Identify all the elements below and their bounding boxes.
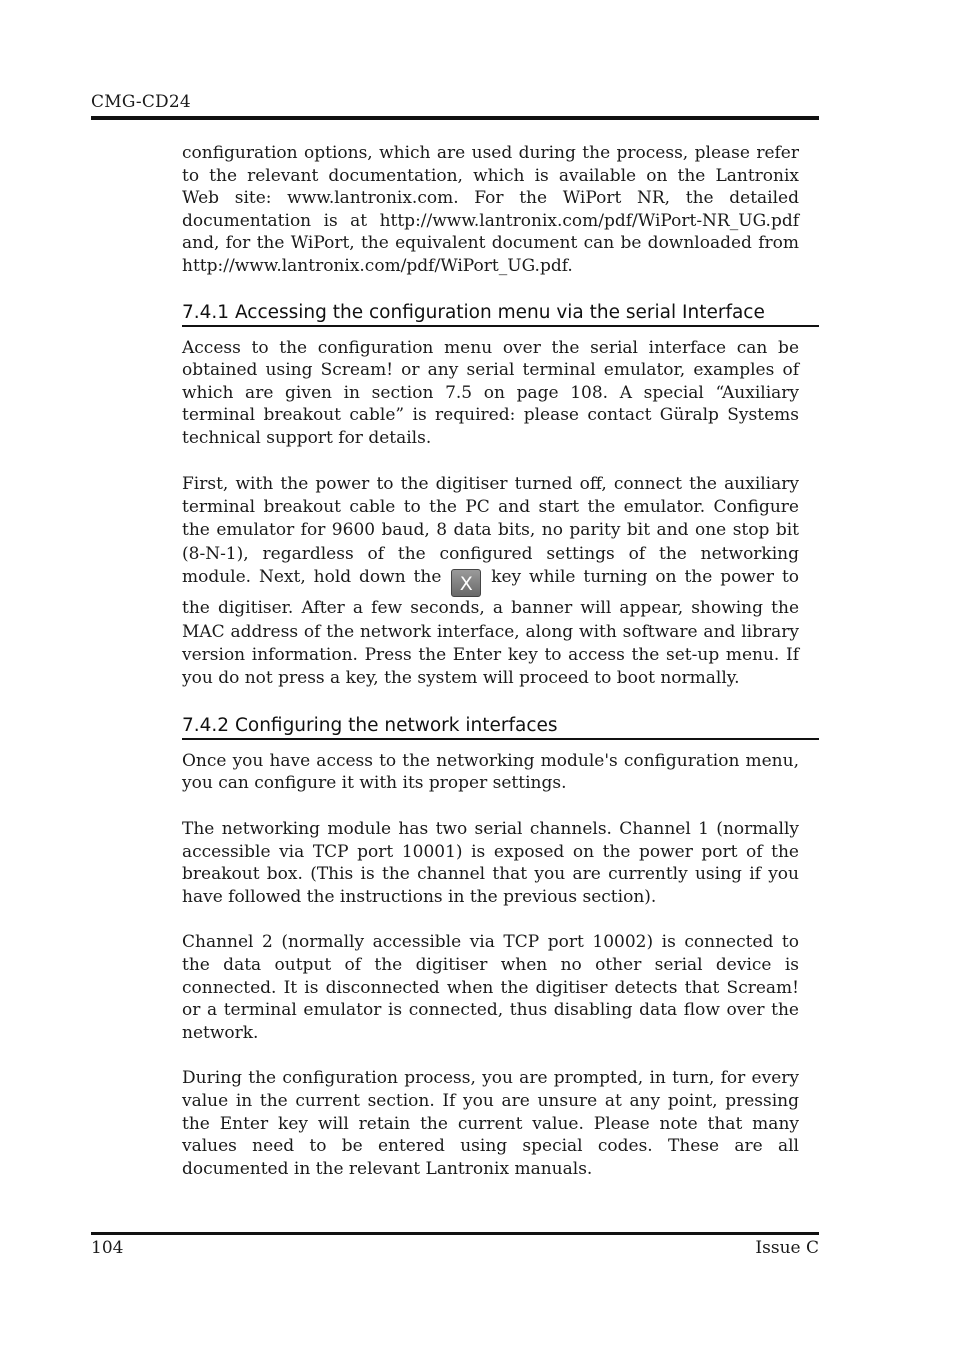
section-heading-7-4-2: 7.4.2 Configuring the network interfaces: [182, 715, 819, 740]
section1-paragraph-2-end: key while turning on the power to the digitiser. After a few seconds, a banner will appear, showing the MAC address of the network interface, along with software and library version information. Press the Enter key to access the set-up menu. If you do not press a key, the system will proceed to boot normally.: [182, 567, 800, 689]
page-number: 104: [91, 1238, 124, 1258]
section2-paragraph-4: During the configuration process, you are prompted, in turn, for every value in the current section. If you are unsure at any point, pressing the Enter key will retain the current value. Please note that many values need to be entered using special codes. These are all documented in the relevant Lantronix manuals.: [182, 1068, 799, 1179]
header-rule: [91, 116, 819, 120]
section2-paragraph-3: Channel 2 (normally accessible via TCP port 10002) is connected to the data output of the digitiser when no other serial device is connected. It is disconnected when the digitiser detects that Scream! or a terminal emulator is connected, thus disabling data flow over the network.: [182, 932, 799, 1043]
section1-paragraph-2: [182, 473, 799, 691]
intro-paragraph: configuration options, which are used during the process, please refer to the relevant documentation, which is available on the Lantronix Web site: www.lantronix.com. For the WiPort NR, the detailed documentation is at http://www.lantronix.com/pdf/WiPort-NR_UG.pdf and, for the WiPort, the equivalent document can be downloaded from http://www.lantronix.com/pdf/WiPort_UG.pdf.: [182, 143, 799, 276]
issue-label: Issue C: [755, 1238, 819, 1258]
section1-paragraph-1: Access to the configuration menu over the serial interface can be obtained using Scream! or any serial terminal emulator, examples of which are given in section 7.5 on page 108. A special “Auxiliary terminal breakout cable” is required: please contact Güralp Systems technical support for details.: [182, 337, 799, 448]
section2-paragraph-1: Once you have access to the networking module's configuration menu, you can configure it with its proper settings.: [182, 750, 799, 794]
footer-rule: [91, 1232, 819, 1235]
page-body: [182, 142, 799, 1180]
section2-paragraph-2: The networking module has two serial channels. Channel 1 (normally accessible via TCP port 10001) is exposed on the power port of the breakout box. (This is the channel that you are currently using if you have followed the instructions in the previous section).: [182, 818, 799, 907]
section-heading-7-4-1: 7.4.1 Accessing the configuration menu via the serial Interface: [182, 302, 819, 327]
section1-paragraph-2-start: First, with the power to the digitiser turned off, connect the auxiliary terminal breakout cable to the PC and start the emulator. Configure the emulator for 9600 baud, 8 data bits, no parity bit and one stop bit (8-N-1), regardless of the configured settings of the networking module. Next, hold down the: [182, 473, 799, 588]
running-header-title: CMG-CD24: [91, 92, 191, 112]
x-key-icon: X: [451, 569, 481, 597]
